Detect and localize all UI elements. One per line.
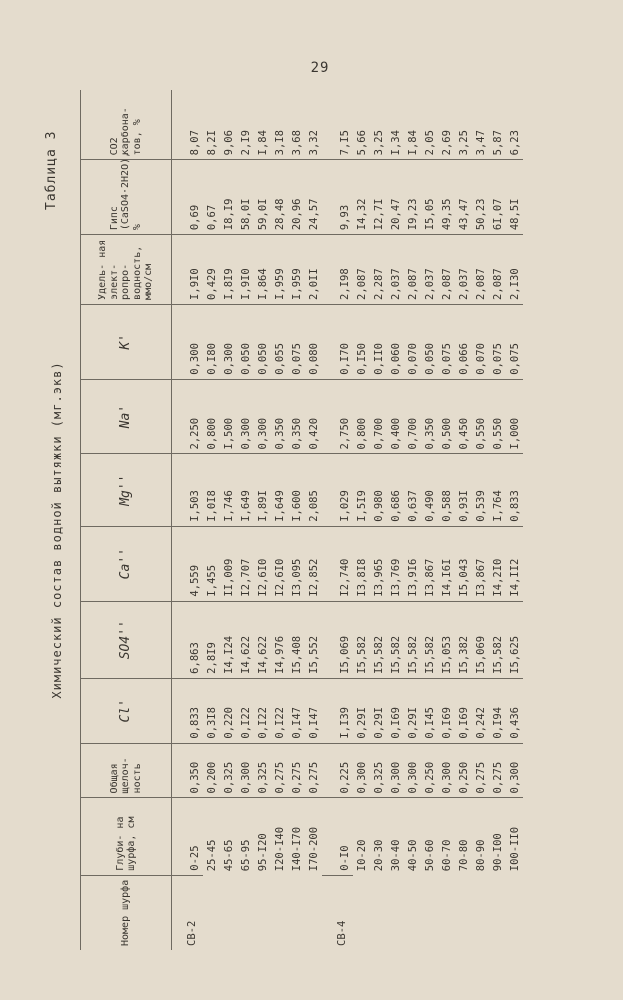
cell-mg: 0,539 xyxy=(472,454,489,526)
cell-gypsum: I5,05 xyxy=(421,160,438,235)
cell-gypsum: 28,48 xyxy=(271,160,288,235)
table-label: Таблица 3 xyxy=(44,130,59,210)
cell-conductivity: 2,287 xyxy=(370,235,387,305)
header-co2: CO2 карбона- тов, % xyxy=(81,90,172,160)
cell-gypsum: 43,47 xyxy=(455,160,472,235)
cell-cl: 0,3I8 xyxy=(203,678,220,743)
cell-conductivity: 2,087 xyxy=(472,235,489,305)
cell-k: 0,075 xyxy=(438,304,455,379)
cell-co2: 3,I8 xyxy=(271,90,288,160)
cell-mg: 2,085 xyxy=(305,454,322,526)
cell-co2: 9,06 xyxy=(220,90,237,160)
cell-mg: I,649 xyxy=(237,454,254,526)
cell-depth: 50-60 xyxy=(423,839,436,872)
cell-alkalinity: 0,300 xyxy=(438,743,455,798)
cell-conductivity: I,8I9 xyxy=(220,235,237,305)
cell-conductivity: I,864 xyxy=(254,235,271,305)
cell-alkalinity: 0,325 xyxy=(254,743,271,798)
cell-mg: I,5I9 xyxy=(353,454,370,526)
cell-depth: 95-I20 xyxy=(256,833,269,872)
cell-mg: I,764 xyxy=(489,454,506,526)
cell-gypsum: 24,57 xyxy=(305,160,322,235)
table-row xyxy=(489,90,506,950)
cell-so4: I4,622 xyxy=(254,601,271,678)
table-row xyxy=(237,90,254,950)
cell-so4: I5,382 xyxy=(455,601,472,678)
table-row xyxy=(353,90,370,950)
table-row xyxy=(421,90,438,950)
cell-conductivity: 2,037 xyxy=(455,235,472,305)
table-row xyxy=(220,90,237,950)
cell-na: 0,550 xyxy=(489,379,506,454)
cell-so4: I5,582 xyxy=(387,601,404,678)
cell-cl: 0,I22 xyxy=(271,678,288,743)
table-row xyxy=(254,90,271,950)
cell-co2: 5,87 xyxy=(489,90,506,160)
cell-ca: I4,I6I xyxy=(438,526,455,601)
cell-depth: 90-I00 xyxy=(491,833,504,872)
table-row xyxy=(370,90,387,950)
cell-gypsum: 20,47 xyxy=(387,160,404,235)
cell-k: 0,075 xyxy=(489,304,506,379)
cell-gypsum: I2,7I xyxy=(370,160,387,235)
cell-co2: 2,69 xyxy=(438,90,455,160)
cell-cl: 0,242 xyxy=(472,678,489,743)
cell-k: 0,II0 xyxy=(370,304,387,379)
cell-mg: 0,93I xyxy=(455,454,472,526)
cell-ca: I3,867 xyxy=(472,526,489,601)
cell-gypsum: 58,0I xyxy=(237,160,254,235)
cell-co2: 3,47 xyxy=(472,90,489,160)
cell-mg: I,600 xyxy=(288,454,305,526)
cell-alkalinity: 0,250 xyxy=(421,743,438,798)
cell-na: 0,800 xyxy=(203,379,220,454)
cell-gypsum: 20,96 xyxy=(288,160,305,235)
cell-k: 0,I70 xyxy=(336,304,353,379)
cell-alkalinity: 0,275 xyxy=(288,743,305,798)
chemical-composition-table xyxy=(80,90,523,950)
cell-na: 0,350 xyxy=(271,379,288,454)
cell-so4: I4,I24 xyxy=(220,601,237,678)
cell-alkalinity: 0,300 xyxy=(353,743,370,798)
table-row xyxy=(455,90,472,950)
cell-conductivity: 2,087 xyxy=(489,235,506,305)
cell-k: 0,070 xyxy=(404,304,421,379)
cell-conductivity: 2,I98 xyxy=(336,235,353,305)
table-row xyxy=(404,90,421,950)
cell-mg: I,029 xyxy=(336,454,353,526)
cell-gypsum: 48,5I xyxy=(506,160,523,235)
cell-co2: 3,68 xyxy=(288,90,305,160)
cell-depth: I20-I40 xyxy=(273,826,286,872)
cell-depth: I0-20 xyxy=(355,839,368,872)
cell-k: 0,075 xyxy=(506,304,523,379)
cell-conductivity: 2,037 xyxy=(387,235,404,305)
header-cl: Cl' xyxy=(81,678,172,743)
cell-ca: 4,559 xyxy=(186,526,203,601)
cell-na: 0,500 xyxy=(438,379,455,454)
cell-co2: 3,25 xyxy=(370,90,387,160)
cell-gypsum: 6I,07 xyxy=(489,160,506,235)
cell-conductivity: 2,087 xyxy=(438,235,455,305)
cell-co2: 5,66 xyxy=(353,90,370,160)
table-row xyxy=(203,90,220,950)
cell-so4: I5,408 xyxy=(288,601,305,678)
cell-conductivity: I,959 xyxy=(271,235,288,305)
cell-k: 0,050 xyxy=(421,304,438,379)
cell-k: 0,300 xyxy=(220,304,237,379)
cell-cl: 0,I94 xyxy=(489,678,506,743)
header-conductivity: Удель- ная элект- ропро- водность, ммо/см xyxy=(81,235,172,305)
cell-depth: I40-I70 xyxy=(290,826,303,872)
cell-gypsum: 59,0I xyxy=(254,160,271,235)
cell-depth: 40-50 xyxy=(406,839,419,872)
cell-mg: 0,588 xyxy=(438,454,455,526)
cell-conductivity: 2,I30 xyxy=(506,235,523,305)
cell-alkalinity: 0,325 xyxy=(370,743,387,798)
cell-na: 0,700 xyxy=(370,379,387,454)
cell-ca: I3,769 xyxy=(387,526,404,601)
cell-mg: 0,686 xyxy=(387,454,404,526)
cell-co2: 6,23 xyxy=(506,90,523,160)
cell-na: 2,750 xyxy=(336,379,353,454)
cell-conductivity: I,9I0 xyxy=(186,235,203,305)
sample-id-sv4: СВ-4 xyxy=(336,920,348,946)
cell-so4: I5,053 xyxy=(438,601,455,678)
cell-gypsum: 0,67 xyxy=(203,160,220,235)
cell-ca: I2,6I0 xyxy=(254,526,271,601)
cell-so4: I5,625 xyxy=(506,601,523,678)
cell-k: 0,300 xyxy=(186,304,203,379)
cell-k: 0,075 xyxy=(288,304,305,379)
cell-mg: 0,833 xyxy=(506,454,523,526)
cell-k: 0,050 xyxy=(254,304,271,379)
cell-na: 0,400 xyxy=(387,379,404,454)
cell-co2: I,84 xyxy=(254,90,271,160)
cell-mg: I,649 xyxy=(271,454,288,526)
cell-co2: 2,05 xyxy=(421,90,438,160)
table-row xyxy=(506,90,523,950)
cell-k: 0,066 xyxy=(455,304,472,379)
cell-conductivity: I,959 xyxy=(288,235,305,305)
header-na: Na' xyxy=(81,379,172,454)
cell-ca: I3,9I6 xyxy=(404,526,421,601)
cell-na: 0,300 xyxy=(254,379,271,454)
cell-k: 0,080 xyxy=(305,304,322,379)
cell-depth: 30-40 xyxy=(389,839,402,872)
cell-mg: I,503 xyxy=(186,454,203,526)
cell-so4: I5,582 xyxy=(353,601,370,678)
table-row xyxy=(288,90,305,950)
cell-mg: 0,980 xyxy=(370,454,387,526)
cell-co2: I,34 xyxy=(387,90,404,160)
cell-k: 0,070 xyxy=(472,304,489,379)
cell-ca: I3,095 xyxy=(288,526,305,601)
cell-ca: I4,II2 xyxy=(506,526,523,601)
sample-id-sv2: СВ-2 xyxy=(186,920,198,946)
cell-co2: 8,07 xyxy=(186,90,203,160)
cell-alkalinity: 0,300 xyxy=(404,743,421,798)
cell-cl: 0,I45 xyxy=(421,678,438,743)
cell-gypsum: 50,23 xyxy=(472,160,489,235)
cell-depth: 65-95 xyxy=(239,839,252,872)
cell-cl: 0,29I xyxy=(370,678,387,743)
cell-mg: I,89I xyxy=(254,454,271,526)
cell-na: 0,450 xyxy=(455,379,472,454)
cell-ca: I,455 xyxy=(203,526,220,601)
cell-alkalinity: 0,300 xyxy=(387,743,404,798)
cell-na: 0,350 xyxy=(421,379,438,454)
cell-cl: 0,436 xyxy=(506,678,523,743)
cell-ca: I5,043 xyxy=(455,526,472,601)
cell-conductivity: 2,037 xyxy=(421,235,438,305)
cell-na: 0,800 xyxy=(353,379,370,454)
cell-cl: 0,I69 xyxy=(438,678,455,743)
cell-cl: 0,I47 xyxy=(305,678,322,743)
cell-ca: I2,6I0 xyxy=(271,526,288,601)
cell-depth: I00-II0 xyxy=(508,826,521,872)
header-depth: Глуби- на шурфа, см xyxy=(81,798,172,875)
cell-alkalinity: 0,275 xyxy=(489,743,506,798)
cell-cl: 0,I47 xyxy=(288,678,305,743)
cell-so4: I4,976 xyxy=(271,601,288,678)
table-row xyxy=(186,90,203,950)
table-title: Химический состав водной вытяжки (мг.экв) xyxy=(50,361,64,699)
cell-na: 0,420 xyxy=(305,379,322,454)
cell-alkalinity: 0,350 xyxy=(186,743,203,798)
cell-so4: I5,582 xyxy=(404,601,421,678)
cell-so4: I5,069 xyxy=(472,601,489,678)
cell-depth: 80-90 xyxy=(474,839,487,872)
header-gypsum: Гипс (CaSO4·2H2O), % xyxy=(81,160,172,235)
table-row xyxy=(472,90,489,950)
cell-alkalinity: 0,300 xyxy=(506,743,523,798)
cell-co2: 7,I5 xyxy=(336,90,353,160)
cell-mg: 0,637 xyxy=(404,454,421,526)
cell-na: 0,550 xyxy=(472,379,489,454)
cell-so4: I5,552 xyxy=(305,601,322,678)
cell-cl: I,I39 xyxy=(336,678,353,743)
table-row xyxy=(438,90,455,950)
cell-cl: 0,833 xyxy=(186,678,203,743)
cell-conductivity: 0,429 xyxy=(203,235,220,305)
cell-k: 0,060 xyxy=(387,304,404,379)
cell-alkalinity: 0,275 xyxy=(305,743,322,798)
header-k: K' xyxy=(81,304,172,379)
cell-so4: I4,622 xyxy=(237,601,254,678)
cell-depth: 60-70 xyxy=(440,839,453,872)
cell-na: 2,250 xyxy=(186,379,203,454)
cell-ca: I2,740 xyxy=(336,526,353,601)
cell-ca: I2,852 xyxy=(305,526,322,601)
cell-mg: I,0I8 xyxy=(203,454,220,526)
header-sample: Номер шурфа xyxy=(81,875,172,950)
cell-na: I,000 xyxy=(506,379,523,454)
cell-k: 0,050 xyxy=(237,304,254,379)
cell-na: 0,300 xyxy=(237,379,254,454)
cell-so4: I5,069 xyxy=(336,601,353,678)
table-row xyxy=(387,90,404,950)
cell-alkalinity: 0,200 xyxy=(203,743,220,798)
cell-depth: 20-30 xyxy=(372,839,385,872)
cell-na: I,500 xyxy=(220,379,237,454)
cell-depth: 45-65 xyxy=(222,839,235,872)
cell-depth: 70-80 xyxy=(457,839,470,872)
cell-ca: I4,2I0 xyxy=(489,526,506,601)
cell-depth: 25-45 xyxy=(205,839,218,872)
cell-ca: I3,867 xyxy=(421,526,438,601)
cell-ca: I3,965 xyxy=(370,526,387,601)
table-row xyxy=(336,90,353,950)
cell-so4: 6,863 xyxy=(186,601,203,678)
header-mg: Mg'' xyxy=(81,454,172,526)
cell-na: 0,350 xyxy=(288,379,305,454)
cell-na: 0,700 xyxy=(404,379,421,454)
cell-cl: 0,29I xyxy=(404,678,421,743)
rotated-table-block xyxy=(44,90,600,950)
cell-cl: 0,29I xyxy=(353,678,370,743)
cell-alkalinity: 0,325 xyxy=(220,743,237,798)
table-row xyxy=(271,90,288,950)
header-alkalinity: Общая щелоч- ность xyxy=(81,743,172,798)
cell-co2: 3,32 xyxy=(305,90,322,160)
cell-alkalinity: 0,250 xyxy=(455,743,472,798)
cell-conductivity: I,9I0 xyxy=(237,235,254,305)
cell-k: 0,I80 xyxy=(203,304,220,379)
cell-co2: 3,25 xyxy=(455,90,472,160)
cell-gypsum: I4,32 xyxy=(353,160,370,235)
cell-mg: 0,490 xyxy=(421,454,438,526)
header-so4: SO4'' xyxy=(81,601,172,678)
cell-mg: I,746 xyxy=(220,454,237,526)
cell-so4: I5,582 xyxy=(370,601,387,678)
cell-so4: I5,582 xyxy=(421,601,438,678)
cell-gypsum: I9,23 xyxy=(404,160,421,235)
cell-conductivity: 2,0II xyxy=(305,235,322,305)
cell-ca: I2,707 xyxy=(237,526,254,601)
cell-cl: 0,I69 xyxy=(455,678,472,743)
cell-cl: 0,I69 xyxy=(387,678,404,743)
cell-so4: 2,8I9 xyxy=(203,601,220,678)
cell-alkalinity: 0,275 xyxy=(271,743,288,798)
cell-conductivity: 2,087 xyxy=(404,235,421,305)
header-row xyxy=(81,90,172,950)
cell-ca: I3,8I8 xyxy=(353,526,370,601)
cell-k: 0,I50 xyxy=(353,304,370,379)
page-number: 29 xyxy=(310,60,330,76)
header-ca: Ca'' xyxy=(81,526,172,601)
cell-co2: 8,2I xyxy=(203,90,220,160)
cell-alkalinity: 0,300 xyxy=(237,743,254,798)
cell-conductivity: 2,087 xyxy=(353,235,370,305)
cell-co2: 2,I9 xyxy=(237,90,254,160)
cell-gypsum: 49,35 xyxy=(438,160,455,235)
cell-alkalinity: 0,225 xyxy=(336,743,353,798)
table-row xyxy=(305,90,322,950)
cell-cl: 0,220 xyxy=(220,678,237,743)
cell-k: 0,055 xyxy=(271,304,288,379)
cell-so4: I5,582 xyxy=(489,601,506,678)
cell-ca: II,009 xyxy=(220,526,237,601)
cell-co2: I,84 xyxy=(404,90,421,160)
cell-alkalinity: 0,275 xyxy=(472,743,489,798)
cell-cl: 0,I22 xyxy=(237,678,254,743)
cell-cl: 0,I22 xyxy=(254,678,271,743)
cell-depth: I70-200 xyxy=(307,826,320,872)
cell-gypsum: 9,93 xyxy=(336,160,353,235)
cell-gypsum: 0,69 xyxy=(186,160,203,235)
cell-gypsum: I8,I9 xyxy=(220,160,237,235)
cell-depth: 0-I0 xyxy=(336,798,353,875)
cell-depth: 0-25 xyxy=(186,798,203,875)
